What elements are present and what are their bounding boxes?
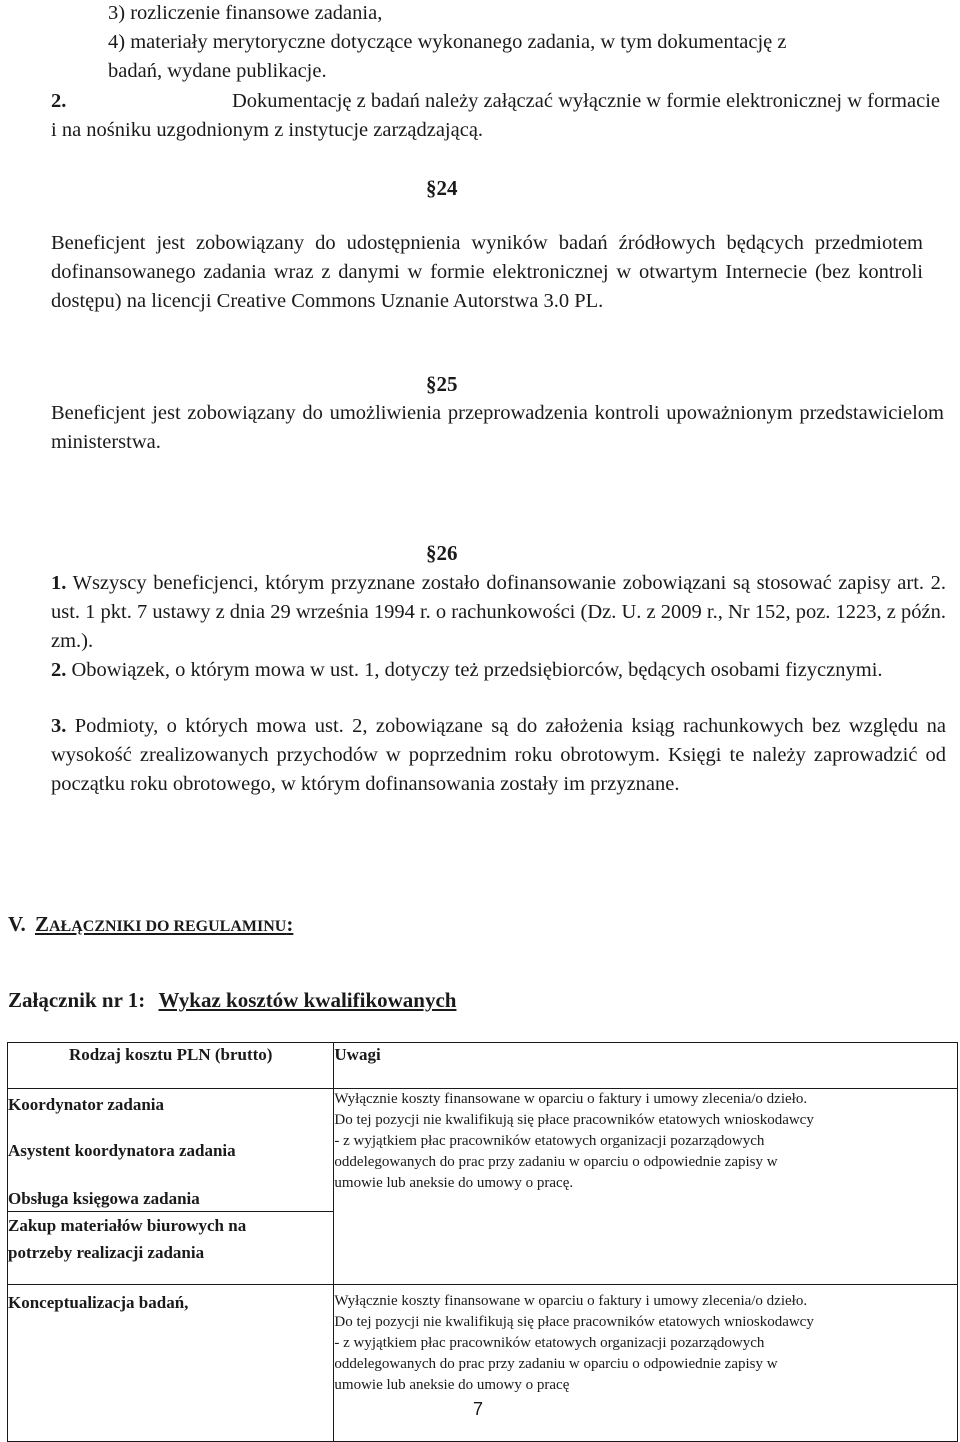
paragraph-2-number: 2. <box>51 90 67 112</box>
note-line: Do tej pozycji nie kwalifikują się płace pracowników etatowych wnioskodawcy <box>334 1112 814 1128</box>
paragraph-3-number: 3. <box>51 715 67 737</box>
paragraph-1-text: Wszyscy beneficjenci, którym przyznane zostało dofinansowanie zobowiązani są stosować zapisy art. 2. ust. 1 pkt. 7 ustawy z dnia 29 września 1994 r. o rachunkowości (Dz. U. z 2009 r., Nr 152, poz. 1223, z późn. zm.). <box>51 572 946 652</box>
note-line: Wyłącznie koszty finansowane w oparciu o faktury i umowy zlecenia/o dzieło. <box>334 1091 808 1107</box>
note-line: Wyłącznie koszty finansowane w oparciu o faktury i umowy zlecenia/o dzieło. <box>334 1293 808 1309</box>
section-25-text: Beneficjent jest zobowiązany do umożliwienia przeprowadzenia kontroli upoważnionym przedstawicielom ministerstwa. <box>51 402 944 453</box>
section-26-paragraph-1 <box>51 569 946 656</box>
qualified-costs-table <box>7 1042 958 1442</box>
section-26-paragraph-2 <box>51 656 946 685</box>
note-line: Do tej pozycji nie kwalifikują się płace pracowników etatowych wnioskodawcy <box>334 1314 814 1330</box>
section-24-text: Beneficjent jest zobowiązany do udostępnienia wyników badań źródłowych będących przedmiotem dofinansowanego zadania wraz z danymi w formie elektronicznej w otwartym Internecie (bez kontroli dostępu) na licencji Creative Commons Uznanie Autorstwa 3.0 PL. <box>51 232 923 312</box>
section-25-heading: §25 <box>426 372 458 396</box>
note-line: umowie lub aneksie do umowy o pracę. <box>334 1175 574 1191</box>
list-item-4: 4) materiały merytoryczne dotyczące wykonanego zadania, w tym dokumentację z <box>108 31 787 53</box>
paragraph-2-number: 2. <box>51 659 67 681</box>
header-notes: Uwagi <box>334 1043 958 1089</box>
cost-item-conceptualization: Konceptualizacja badań, <box>8 1285 334 1442</box>
section-26-paragraph-3 <box>51 712 946 799</box>
attachment-prefix: Załącznik nr 1: <box>8 988 146 1012</box>
cost-items-cell <box>8 1089 334 1212</box>
table-row-group-1 <box>8 1089 958 1212</box>
section-v-heading <box>8 910 293 941</box>
section-26-heading: §26 <box>426 541 458 565</box>
paragraph-2-line2: i na nośniku uzgodnionym z instytucje zarządzającą. <box>51 119 484 141</box>
section-24-heading: §24 <box>426 176 458 200</box>
attachment-title <box>8 986 456 1015</box>
list-item-3: 3) rozliczenie finansowe zadania, <box>108 2 383 24</box>
notes-cell-group-1 <box>334 1089 958 1285</box>
cost-item-assistant: Asystent koordynatora zadania <box>8 1141 236 1160</box>
note-line: umowie lub aneksie do umowy o pracę <box>334 1377 570 1393</box>
cost-item-coordinator: Koordynator zadania <box>8 1095 165 1114</box>
note-line: oddelegowanych do prac przy zadaniu w oparciu o odpowiednie zapisy w <box>334 1356 778 1372</box>
note-line: - z wyjątkiem płac pracowników etatowych organizacji pozarządowych <box>334 1335 765 1351</box>
note-line: oddelegowanych do prac przy zadaniu w oparciu o odpowiednie zapisy w <box>334 1154 778 1170</box>
page-number: 7 <box>473 1399 484 1419</box>
section-v-title: ZAŁĄCZNIKI DO REGULAMINU: <box>34 912 294 936</box>
cost-item-supplies: Zakup materiałów biurowych na potrzeby realizacji zadania <box>8 1212 334 1285</box>
notes-cell-concept <box>334 1285 958 1442</box>
header-cost-type: Rodzaj kosztu PLN (brutto) <box>8 1043 334 1089</box>
cost-item-accounting: Obsługa księgowa zadania <box>8 1189 200 1208</box>
paragraph-3-text: Podmioty, o których mowa ust. 2, zobowiązane są do założenia ksiąg rachunkowych bez względu na wysokość zrealizowanych przychodów w poprzednim roku obrotowym. Księgi te należy zaprowadzić od początku roku obrotowego, w którym dofinansowania zostały im przyznane. <box>51 715 947 795</box>
paragraph-2-line1: Dokumentację z badań należy załączać wyłącznie w formie elektronicznej w formacie <box>231 90 940 112</box>
paragraph-2-text: Obowiązek, o którym mowa w ust. 1, dotyczy też przedsiębiorców, będących osobami fizycznymi. <box>71 659 883 681</box>
section-v-number: V. <box>8 912 26 936</box>
list-item-4-continued: badań, wydane publikacje. <box>108 60 327 82</box>
paragraph-1-number: 1. <box>51 572 67 594</box>
table-header-row <box>8 1043 958 1089</box>
note-line: - z wyjątkiem płac pracowników etatowych organizacji pozarządowych <box>334 1133 765 1149</box>
attachment-name: Wykaz kosztów kwalifikowanych <box>158 988 457 1012</box>
